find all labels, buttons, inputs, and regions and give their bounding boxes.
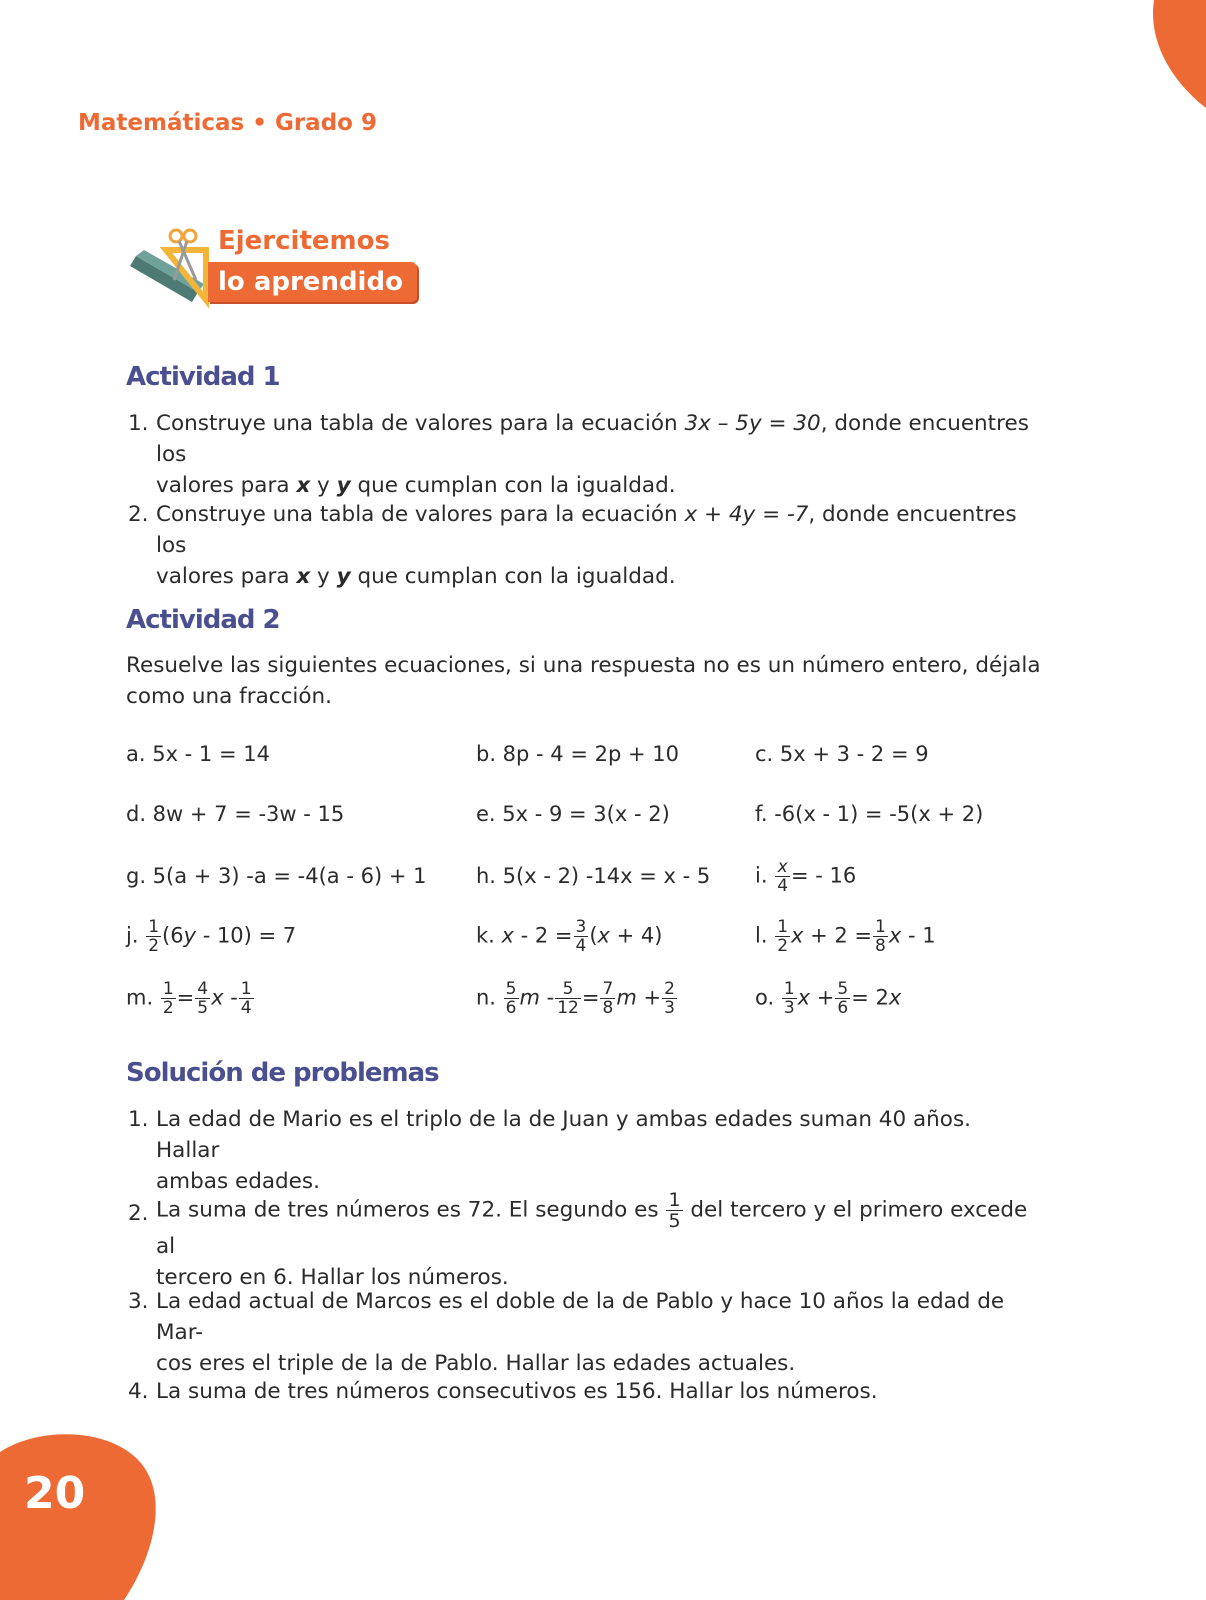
logo-title-line2: lo aprendido [208,262,417,302]
equation: x + 4y = -7 [684,502,809,527]
item-text: Construye una tabla de valores para la ecuación [156,411,685,436]
equation-c: c. 5x + 3 - 2 = 9 [755,742,929,766]
item-number: 4. [128,1379,149,1404]
equation-k: k. x - 2 = $\frac{3}{4}$ (x + 4) [476,917,663,956]
item-number: 3. [128,1289,149,1314]
running-header [78,110,377,136]
problem-text: tercero en 6. Hallar los números. [156,1265,509,1290]
corner-decoration [1140,0,1206,110]
equation-o: o. $\frac{1}{3}$ x + $\frac{5}{6}$ = 2x [755,979,902,1018]
item-text: , donde encuentres los [156,502,1017,558]
item-number: 2. [128,1201,149,1226]
item-number: 1. [128,1107,149,1132]
actividad-2-intro [126,650,1046,712]
item-text: y [310,473,337,498]
actividad-1-item-1 [128,408,1040,498]
problem-text: del tercero y el primero excede al [156,1197,1028,1259]
equation: 3x – 5y = 30 [684,411,821,436]
problem-text: La edad actual de Marcos es el doble de la de Pablo y hace 10 años la edad de Mar- [156,1289,1005,1345]
var-x: x [296,564,311,589]
equation-a: a. 5x - 1 = 14 [126,742,270,766]
problem-text: cos eres el triple de la de Pablo. Hallar las edades actuales. [156,1351,796,1376]
fraction-numerator: 1 [668,1189,681,1211]
problema-4 [128,1376,1040,1408]
equation-m: m. $\frac{1}{2}$ = $\frac{4}{5}$ x - $\frac{1}{4}$ [126,979,252,1018]
header-subject: Matemáticas [78,110,245,136]
equation-n: n. $\frac{5}{6}$ m - $\frac{5}{12}$ = $\frac{7}{8}$ m + $\frac{2}{3}$ [476,979,675,1018]
item-text: y [310,564,337,589]
actividad-2-heading: Actividad 2 [126,605,280,635]
equation-j: j. $\frac{1}{2}$ (6y - 10) = 7 [126,917,297,956]
item-number: 1. [128,411,149,436]
item-number: 2. [128,502,149,527]
problem-text: La suma de tres números consecutivos es 156. Hallar los números. [156,1379,878,1404]
equation-e: e. 5x - 9 = 3(x - 2) [476,802,670,826]
var-y: y [336,564,351,589]
header-grade: Grado 9 [274,110,377,136]
equation-l: l. $\frac{1}{2}$ x + 2 = $\frac{1}{8}$ x - 1 [755,917,936,956]
problem-text: ambas edades. [156,1169,320,1194]
item-text: que cumplan con la igualdad. [350,473,676,498]
intro-line-2: como una fracción. [126,684,332,709]
var-y: y [336,473,351,498]
problem-text: La edad de Mario es el triplo de la de Juan y ambas edades suman 40 años. Hallar [156,1107,971,1163]
problema-2 [128,1189,1040,1290]
item-text: , donde encuentres los [156,411,1029,467]
equation-d: d. 8w + 7 = -3w - 15 [126,802,345,826]
item-text: valores para [156,564,297,589]
fraction-denominator: 5 [668,1210,681,1232]
item-text: que cumplan con la igualdad. [350,564,676,589]
equation-b: b. 8p - 4 = 2p + 10 [476,742,679,766]
problem-text: La suma de tres números es 72. El segundo es [156,1197,659,1223]
actividad-1-item-2 [128,499,1040,589]
problemas-heading: Solución de problemas [126,1058,439,1088]
equation-g: g. 5(a + 3) -a = -4(a - 6) + 1 [126,864,427,888]
intro-line-1: Resuelve las siguientes ecuaciones, si una respuesta no es un número entero, déjala [126,653,1041,678]
item-text: valores para [156,473,297,498]
header-separator: • [252,110,267,136]
equation-h: h. 5(x - 2) -14x = x - 5 [476,864,711,888]
var-x: x [296,473,311,498]
actividad-1-heading: Actividad 1 [126,362,280,392]
page-number: 20 [24,1468,86,1519]
equation-i: i. $\frac{x}{4}$ = - 16 [755,857,857,896]
logo-title-line1: Ejercitemos [218,226,390,256]
problema-1 [128,1104,1040,1194]
item-text: Construye una tabla de valores para la ecuación [156,502,685,527]
equation-f: f. -6(x - 1) = -5(x + 2) [755,802,984,826]
problema-3 [128,1286,1040,1376]
